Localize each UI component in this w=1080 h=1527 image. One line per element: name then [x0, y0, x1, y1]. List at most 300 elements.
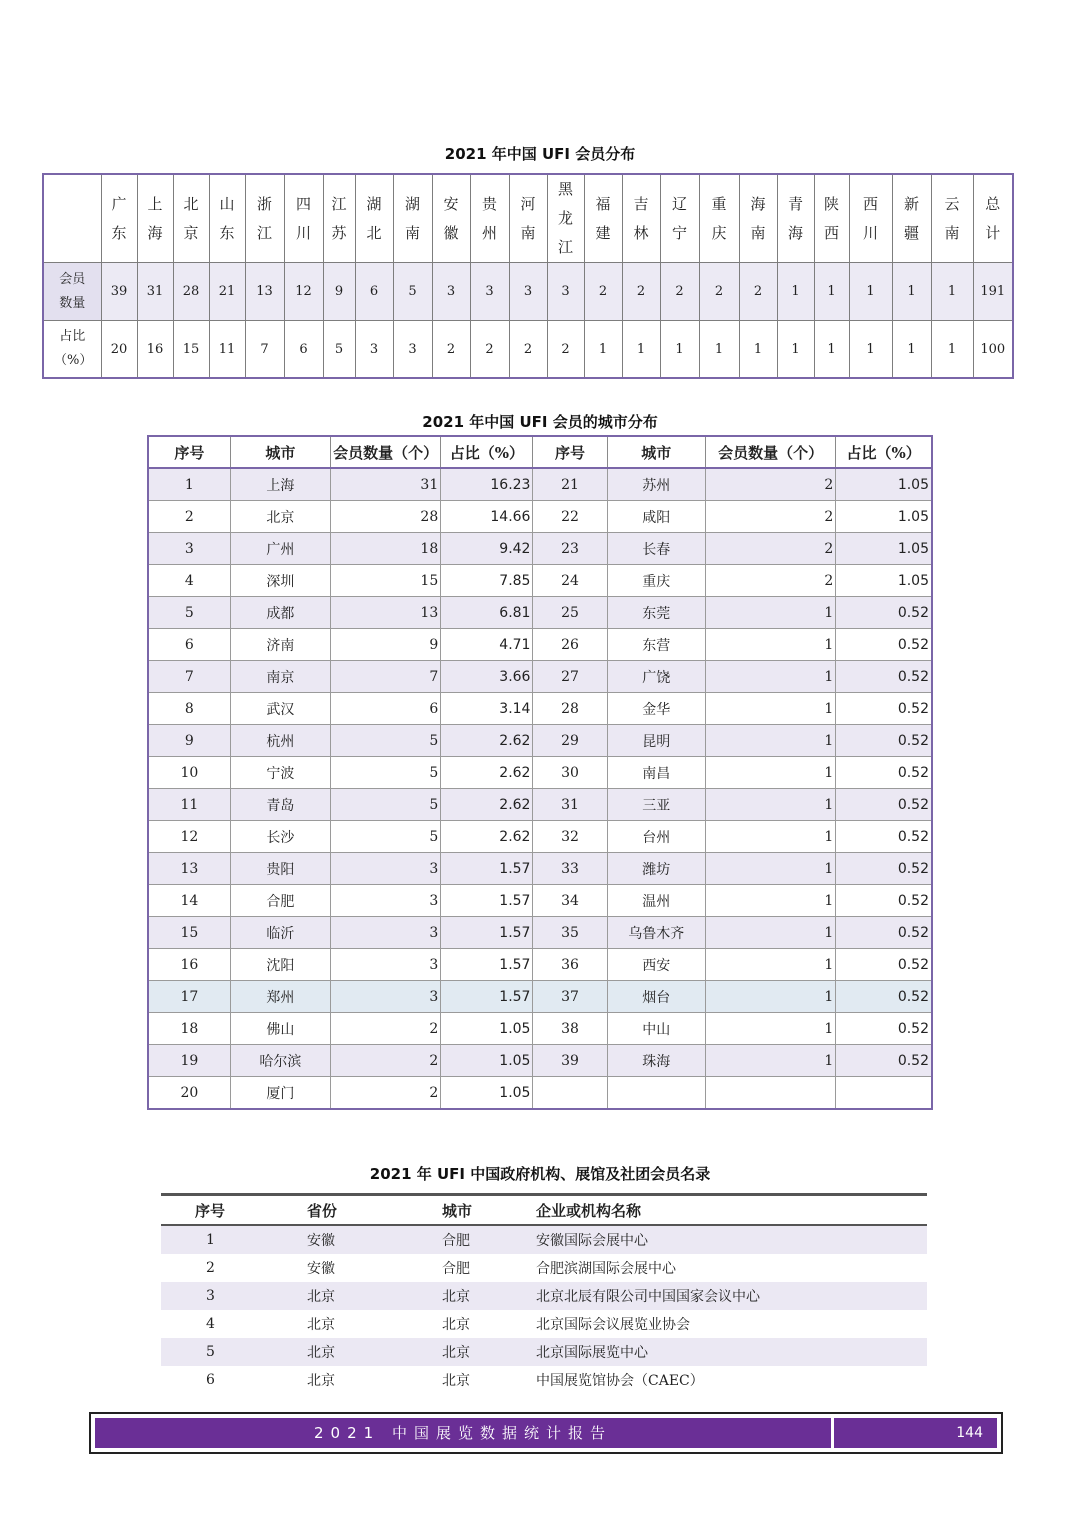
province-name: 辽宁	[672, 194, 688, 242]
province-name: 北京	[183, 194, 199, 242]
share-cell: 1	[699, 321, 739, 379]
cell-count2: 1	[705, 661, 835, 693]
cell-count2: 2	[705, 533, 835, 565]
share-cell: 15	[173, 321, 209, 379]
cell-n2: 29	[533, 725, 607, 757]
cell-province: 安徽	[307, 1261, 335, 1277]
cell-pct2: 0.52	[836, 629, 932, 661]
cell-n2: 34	[533, 885, 607, 917]
cell-count: 13	[330, 597, 440, 629]
cell-n2: 23	[533, 533, 607, 565]
cell-city2: 潍坊	[607, 853, 705, 885]
province-name: 新疆	[904, 194, 920, 242]
table-row	[148, 661, 932, 693]
share-cell: 1	[892, 321, 931, 379]
province-header	[814, 174, 849, 263]
cell-city2	[607, 1077, 705, 1110]
cell-n: 4	[148, 565, 230, 597]
count-cell: 39	[101, 263, 137, 321]
count-cell: 21	[209, 263, 245, 321]
table-row	[148, 981, 932, 1013]
column-header: 占比（%）	[836, 436, 932, 468]
share-cell: 20	[101, 321, 137, 379]
cell-n: 2	[148, 501, 230, 533]
cell-n2: 21	[533, 468, 607, 501]
count-cell: 2	[660, 263, 699, 321]
cell-pct: 1.05	[441, 1045, 533, 1077]
table-row	[148, 693, 932, 725]
cell-pct2: 0.52	[836, 949, 932, 981]
province-name: 广东	[111, 194, 127, 242]
row-label-count: 会员数量	[43, 263, 101, 321]
cell-count: 3	[330, 981, 440, 1013]
cell-n2: 30	[533, 757, 607, 789]
cell-count: 18	[330, 533, 440, 565]
count-cell: 5	[393, 263, 432, 321]
page-number: 144	[956, 1425, 983, 1441]
cell-city: 郑州	[230, 981, 330, 1013]
cell-count: 7	[330, 661, 440, 693]
cell-province: 北京	[261, 1338, 406, 1366]
province-header	[777, 174, 814, 263]
cell-n2: 22	[533, 501, 607, 533]
cell-city2: 珠海	[607, 1045, 705, 1077]
cell-name: 北京国际会议展览业协会	[536, 1317, 690, 1333]
count-cell: 9	[323, 263, 355, 321]
cell-pct2: 0.52	[836, 917, 932, 949]
cell-n2: 27	[533, 661, 607, 693]
cell-city: 宁波	[230, 757, 330, 789]
cell-n: 3	[148, 533, 230, 565]
cell-city: 佛山	[230, 1013, 330, 1045]
share-cell: 16	[137, 321, 173, 379]
column-header: 占比（%）	[441, 436, 533, 468]
cell-count2: 1	[705, 789, 835, 821]
cell-n2: 26	[533, 629, 607, 661]
count-cell: 3	[509, 263, 547, 321]
cell-pct2: 0.52	[836, 821, 932, 853]
count-cell: 1	[849, 263, 892, 321]
cell-pct: 4.71	[441, 629, 533, 661]
cell-pct: 1.57	[441, 949, 533, 981]
column-header: 城市	[406, 1195, 536, 1226]
cell-n2: 33	[533, 853, 607, 885]
cell-name: 北京国际展览中心	[536, 1338, 927, 1366]
province-name: 云南	[944, 194, 960, 242]
table-row	[161, 1225, 927, 1254]
cell-count2: 1	[705, 917, 835, 949]
cell-pct: 1.57	[441, 853, 533, 885]
province-header	[739, 174, 777, 263]
cell-city2: 东营	[607, 629, 705, 661]
province-header	[393, 174, 432, 263]
count-cell: 1	[777, 263, 814, 321]
cell-province: 北京	[261, 1282, 406, 1310]
cell-city: 青岛	[230, 789, 330, 821]
province-header	[470, 174, 509, 263]
cell-count2: 1	[705, 629, 835, 661]
column-header: 会员数量（个）	[705, 436, 835, 468]
column-header: 会员数量（个）	[330, 436, 440, 468]
share-cell: 1	[814, 321, 849, 379]
cell-city2: 中山	[607, 1013, 705, 1045]
cell-n: 19	[148, 1045, 230, 1077]
cell-city2: 烟台	[607, 981, 705, 1013]
cell-city: 合肥	[442, 1261, 470, 1277]
province-name: 江苏	[331, 194, 347, 242]
cell-pct: 6.81	[441, 597, 533, 629]
table-row	[161, 1366, 927, 1394]
cell-pct2: 0.52	[836, 725, 932, 757]
page-footer	[89, 1412, 1003, 1454]
province-name: 重庆	[711, 194, 727, 242]
cell-pct2: 0.52	[836, 853, 932, 885]
table-row	[161, 1310, 927, 1338]
province-header	[323, 174, 355, 263]
table-row	[161, 1254, 927, 1282]
cell-pct: 14.66	[441, 501, 533, 533]
table-row	[148, 725, 932, 757]
cell-pct: 16.23	[441, 468, 533, 501]
cell-count2: 1	[705, 1045, 835, 1077]
cell-n: 5	[161, 1338, 261, 1366]
share-cell: 2	[470, 321, 509, 379]
province-header	[931, 174, 973, 263]
share-cell: 1	[622, 321, 660, 379]
province-name: 陕西	[824, 194, 840, 242]
cell-city2: 苏州	[607, 468, 705, 501]
cell-city2: 南昌	[607, 757, 705, 789]
cell-n2: 31	[533, 789, 607, 821]
cell-count: 5	[330, 789, 440, 821]
table-row	[148, 629, 932, 661]
table-row	[148, 853, 932, 885]
cell-city2: 长春	[607, 533, 705, 565]
province-header	[849, 174, 892, 263]
table-row	[148, 949, 932, 981]
count-cell: 31	[137, 263, 173, 321]
cell-city2: 金华	[607, 693, 705, 725]
province-header	[892, 174, 931, 263]
cell-city2: 西安	[607, 949, 705, 981]
cell-count2: 1	[705, 725, 835, 757]
column-header: 企业或机构名称	[536, 1195, 927, 1226]
share-cell: 1	[739, 321, 777, 379]
share-cell: 3	[393, 321, 432, 379]
table-row	[148, 533, 932, 565]
cell-city2: 咸阳	[607, 501, 705, 533]
cell-pct: 2.62	[441, 789, 533, 821]
table-row	[148, 885, 932, 917]
province-name: 湖北	[366, 194, 382, 242]
cell-pct2: 0.52	[836, 1045, 932, 1077]
cell-pct2	[836, 1077, 932, 1110]
cell-n2: 28	[533, 693, 607, 725]
cell-pct: 9.42	[441, 533, 533, 565]
cell-city: 合肥	[230, 885, 330, 917]
cell-count: 5	[330, 821, 440, 853]
cell-count2: 2	[705, 501, 835, 533]
province-name: 吉林	[633, 194, 649, 242]
cell-count2	[705, 1077, 835, 1110]
table-row	[148, 1045, 932, 1077]
cell-city2: 乌鲁木齐	[607, 917, 705, 949]
cell-name: 安徽国际会展中心	[536, 1225, 927, 1254]
province-header	[509, 174, 547, 263]
count-cell: 2	[584, 263, 622, 321]
cell-city: 哈尔滨	[230, 1045, 330, 1077]
cell-city: 临沂	[230, 917, 330, 949]
cell-n2: 36	[533, 949, 607, 981]
province-header	[355, 174, 393, 263]
table-row	[161, 1282, 927, 1310]
count-cell: 2	[739, 263, 777, 321]
share-cell: 2	[547, 321, 584, 379]
cell-n: 12	[148, 821, 230, 853]
share-cell: 7	[245, 321, 284, 379]
share-cell: 1	[931, 321, 973, 379]
share-cell: 100	[973, 321, 1013, 379]
cell-count: 15	[330, 565, 440, 597]
cell-pct2: 0.52	[836, 757, 932, 789]
corner-cell	[43, 174, 101, 263]
cell-n: 3	[161, 1282, 261, 1310]
cell-count2: 1	[705, 821, 835, 853]
province-name: 山东	[219, 194, 235, 242]
cell-n2: 37	[533, 981, 607, 1013]
cell-n: 1	[148, 468, 230, 501]
cell-n: 15	[148, 917, 230, 949]
cell-count2: 2	[705, 565, 835, 597]
share-cell: 1	[660, 321, 699, 379]
province-name: 湖南	[405, 194, 421, 242]
cell-n2: 38	[533, 1013, 607, 1045]
province-name: 福建	[595, 194, 611, 242]
province-header	[137, 174, 173, 263]
table3-title: 2021 年 UFI 中国政府机构、展馆及社团会员名录	[369, 1165, 711, 1183]
cell-n: 17	[148, 981, 230, 1013]
cell-count2: 1	[705, 853, 835, 885]
cell-pct: 1.05	[441, 1077, 533, 1110]
share-cell: 5	[323, 321, 355, 379]
share-cell: 1	[849, 321, 892, 379]
cell-count: 2	[330, 1013, 440, 1045]
cell-count2: 1	[705, 757, 835, 789]
column-header: 序号	[161, 1195, 261, 1226]
cell-n: 7	[148, 661, 230, 693]
province-name: 总计	[985, 194, 1001, 242]
cell-count: 3	[330, 949, 440, 981]
cell-province: 北京	[307, 1317, 335, 1333]
count-cell: 28	[173, 263, 209, 321]
cell-pct: 1.05	[441, 1013, 533, 1045]
column-header: 城市	[607, 436, 705, 468]
province-header	[622, 174, 660, 263]
count-cell: 12	[284, 263, 323, 321]
cell-pct: 2.62	[441, 821, 533, 853]
cell-count: 28	[330, 501, 440, 533]
cell-n: 5	[148, 597, 230, 629]
cell-city: 杭州	[230, 725, 330, 757]
province-name: 青海	[788, 194, 804, 242]
count-cell: 191	[973, 263, 1013, 321]
cell-province: 北京	[307, 1373, 335, 1389]
count-cell: 6	[355, 263, 393, 321]
province-name: 黑龙江	[558, 180, 574, 256]
footer-bar	[95, 1418, 997, 1448]
cell-city: 北京	[406, 1282, 536, 1310]
count-cell: 3	[470, 263, 509, 321]
table-row	[148, 597, 932, 629]
province-header	[284, 174, 323, 263]
cell-city: 贵阳	[230, 853, 330, 885]
count-cell: 1	[931, 263, 973, 321]
cell-city2: 昆明	[607, 725, 705, 757]
cell-n: 16	[148, 949, 230, 981]
cell-n: 9	[148, 725, 230, 757]
cell-count2: 1	[705, 1013, 835, 1045]
count-cell: 3	[547, 263, 584, 321]
cell-count2: 2	[705, 468, 835, 501]
cell-count: 5	[330, 757, 440, 789]
province-header	[660, 174, 699, 263]
cell-count: 3	[330, 917, 440, 949]
cell-city2: 台州	[607, 821, 705, 853]
cell-pct: 3.14	[441, 693, 533, 725]
cell-pct: 3.66	[441, 661, 533, 693]
cell-n: 6	[148, 629, 230, 661]
share-cell: 6	[284, 321, 323, 379]
cell-city: 长沙	[230, 821, 330, 853]
cell-city2: 东莞	[607, 597, 705, 629]
cell-pct2: 0.52	[836, 885, 932, 917]
cell-name: 合肥滨湖国际会展中心	[536, 1261, 676, 1277]
cell-city: 南京	[230, 661, 330, 693]
province-header	[432, 174, 470, 263]
cell-name: 北京北辰有限公司中国国家会议中心	[536, 1282, 927, 1310]
cell-count2: 1	[705, 949, 835, 981]
row-label-share: 占比（%）	[43, 321, 101, 379]
cell-pct2: 0.52	[836, 597, 932, 629]
cell-pct2: 1.05	[836, 468, 932, 501]
cell-pct2: 0.52	[836, 981, 932, 1013]
province-name: 安徽	[443, 194, 459, 242]
province-distribution-table	[42, 173, 1014, 379]
cell-pct: 2.62	[441, 725, 533, 757]
cell-n: 13	[148, 853, 230, 885]
count-cell: 1	[814, 263, 849, 321]
province-name: 海南	[750, 194, 766, 242]
count-cell: 2	[699, 263, 739, 321]
table-row	[148, 821, 932, 853]
province-name: 河南	[520, 194, 536, 242]
cell-city: 沈阳	[230, 949, 330, 981]
province-header	[173, 174, 209, 263]
cell-count: 2	[330, 1077, 440, 1110]
count-cell: 2	[622, 263, 660, 321]
province-name: 贵州	[482, 194, 498, 242]
cell-pct: 7.85	[441, 565, 533, 597]
cell-pct: 1.57	[441, 885, 533, 917]
cell-n: 18	[148, 1013, 230, 1045]
cell-count: 31	[330, 468, 440, 501]
cell-count: 9	[330, 629, 440, 661]
cell-city: 北京	[230, 501, 330, 533]
cell-count2: 1	[705, 597, 835, 629]
cell-n: 2	[206, 1260, 215, 1276]
cell-city: 北京	[442, 1317, 470, 1333]
share-cell: 3	[355, 321, 393, 379]
table-row	[148, 468, 932, 501]
cell-city: 深圳	[230, 565, 330, 597]
cell-city: 成都	[230, 597, 330, 629]
table-row	[148, 917, 932, 949]
cell-count2: 1	[705, 885, 835, 917]
table-row	[148, 501, 932, 533]
cell-pct2: 0.52	[836, 1013, 932, 1045]
table1-title: 2021 年中国 UFI 会员分布	[444, 145, 636, 163]
cell-n: 14	[148, 885, 230, 917]
cell-count2: 1	[705, 693, 835, 725]
province-header	[547, 174, 584, 263]
cell-city: 合肥	[406, 1225, 536, 1254]
share-cell: 1	[584, 321, 622, 379]
cell-n: 4	[206, 1316, 215, 1332]
table-row	[148, 789, 932, 821]
cell-pct2: 0.52	[836, 693, 932, 725]
cell-pct2: 0.52	[836, 789, 932, 821]
province-header	[973, 174, 1013, 263]
cell-pct2: 1.05	[836, 501, 932, 533]
cell-n2: 39	[533, 1045, 607, 1077]
share-cell: 1	[777, 321, 814, 379]
table-row	[148, 1077, 932, 1110]
table-row	[148, 1013, 932, 1045]
share-cell: 2	[509, 321, 547, 379]
column-header: 城市	[230, 436, 330, 468]
cell-count: 6	[330, 693, 440, 725]
share-cell: 11	[209, 321, 245, 379]
cell-count2: 1	[705, 981, 835, 1013]
cell-city2: 三亚	[607, 789, 705, 821]
cell-n: 6	[206, 1372, 215, 1388]
cell-name: 中国展览馆协会（CAEC）	[536, 1373, 704, 1389]
province-header	[209, 174, 245, 263]
cell-city2: 重庆	[607, 565, 705, 597]
cell-n2: 35	[533, 917, 607, 949]
cell-n2: 25	[533, 597, 607, 629]
footer-report-title: 2021 中国展览数据统计报告	[314, 1424, 612, 1442]
table-row	[148, 565, 932, 597]
cell-city: 武汉	[230, 693, 330, 725]
cell-count: 2	[330, 1045, 440, 1077]
province-name: 西川	[863, 194, 879, 242]
province-header	[101, 174, 137, 263]
cell-n2	[533, 1077, 607, 1110]
cell-city: 济南	[230, 629, 330, 661]
cell-pct: 2.62	[441, 757, 533, 789]
cell-count: 3	[330, 853, 440, 885]
cell-pct: 1.57	[441, 917, 533, 949]
cell-n: 1	[161, 1225, 261, 1254]
cell-n: 8	[148, 693, 230, 725]
cell-city: 北京	[406, 1338, 536, 1366]
city-distribution-table	[147, 435, 933, 1110]
cell-city: 北京	[442, 1373, 470, 1389]
cell-n2: 24	[533, 565, 607, 597]
cell-pct2: 0.52	[836, 661, 932, 693]
count-cell: 13	[245, 263, 284, 321]
